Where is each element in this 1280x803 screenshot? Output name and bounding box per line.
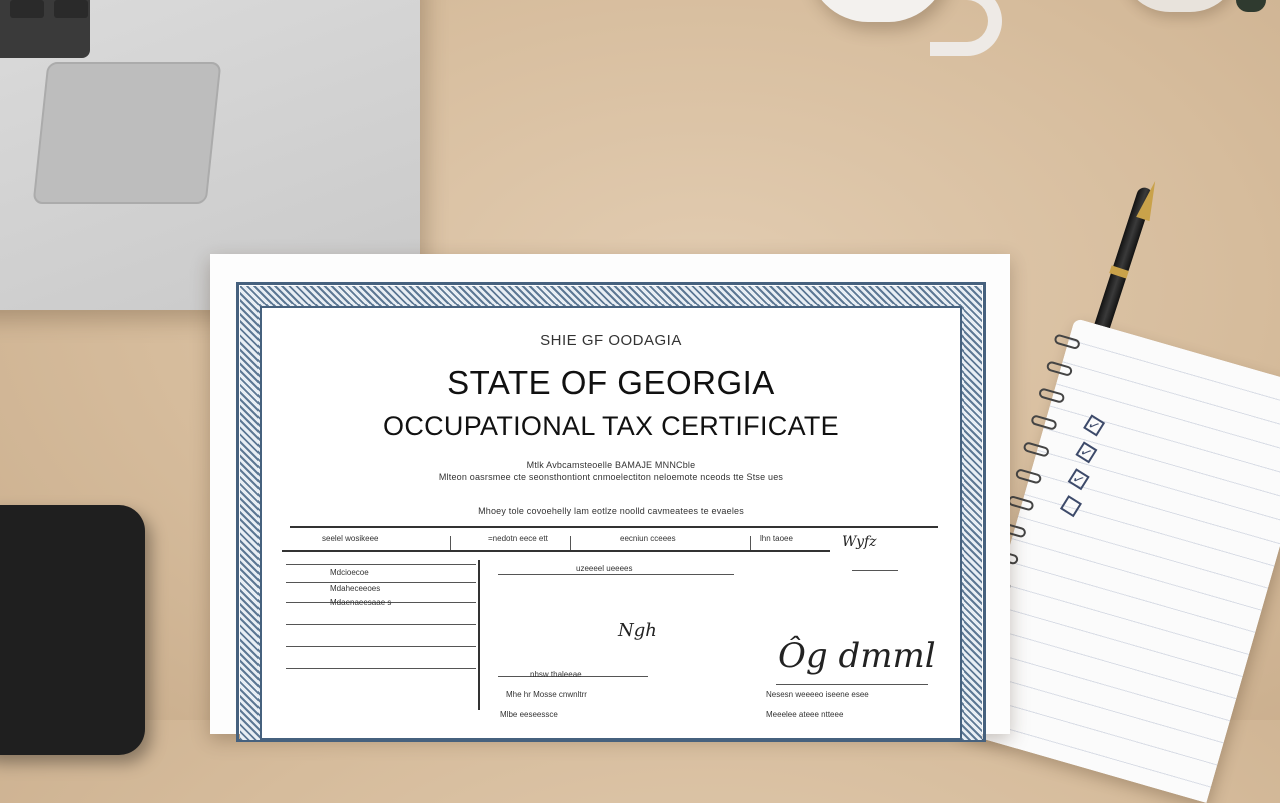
form-line xyxy=(776,684,928,685)
certificate-subtitle: OCCUPATIONAL TAX CERTIFICATE xyxy=(383,411,839,441)
form-rule xyxy=(282,550,830,552)
signature-caption: Mhe hr Mosse cnwnltrr xyxy=(506,690,587,699)
form-line xyxy=(852,570,898,571)
form-line xyxy=(286,624,476,625)
field-label: Mdcioecoe xyxy=(330,568,369,577)
fine-print-line: Mhoey tole covoehelly lam eotlze noolld cavmeatees te evaeles xyxy=(478,506,744,516)
laptop-trackpad xyxy=(33,62,222,204)
form-line xyxy=(286,564,476,565)
official-signature: Ôg dmml xyxy=(778,636,936,676)
row-label: uzeeeel ueeees xyxy=(576,564,633,573)
notebook-checkbox xyxy=(1077,442,1097,462)
form-divider xyxy=(570,536,571,550)
row-label: eecniun cceees xyxy=(620,534,676,543)
signature-caption: Nesesn weeeeo iseene esee xyxy=(766,690,869,699)
notebook-ring xyxy=(1046,360,1074,377)
notebook-checkbox xyxy=(1084,416,1104,436)
form-divider xyxy=(450,536,451,550)
laptop-key xyxy=(10,0,44,18)
plant-pot xyxy=(1120,0,1240,12)
notebook-ring xyxy=(1007,495,1035,512)
coffee-mug xyxy=(808,0,948,22)
signature-mark: Wyfz xyxy=(842,534,877,550)
notebook-ring xyxy=(1030,414,1058,431)
form-rule xyxy=(290,526,938,528)
fine-print-line: Mtlk Avbcamsteoelle BAMAJE MNNCble xyxy=(526,460,696,470)
signature-caption: Meeelee ateee ntteee xyxy=(766,710,844,719)
notebook-ring xyxy=(1015,468,1043,485)
row-label: seelel wosikeee xyxy=(322,534,379,543)
row-label: =nedotn eece ett xyxy=(488,534,548,543)
notebook-ring xyxy=(1053,333,1081,350)
smartphone xyxy=(0,505,145,755)
check-icon: ✓ xyxy=(1076,443,1096,464)
plant-leaf xyxy=(1236,0,1266,12)
certificate-header-small: SHIE GF OODAGIA xyxy=(540,332,682,349)
certificate-title: STATE OF GEORGIA xyxy=(447,364,775,401)
field-label: Mdaheceeoes xyxy=(330,584,381,593)
check-icon: ✓ xyxy=(1068,470,1088,491)
notebook-checkbox xyxy=(1069,469,1089,489)
check-icon: ✓ xyxy=(1084,416,1103,437)
notebook-checkbox xyxy=(1061,496,1081,516)
form-line xyxy=(286,668,476,669)
field-label: Mdaenaeesaae s xyxy=(330,598,392,607)
form-column-divider xyxy=(478,560,480,710)
form-line xyxy=(286,582,476,583)
form-line xyxy=(498,574,734,575)
row-label: lhn taoee xyxy=(760,534,793,543)
signature-caption: nhsw thaleeae xyxy=(530,670,582,679)
signature-mark: Ngh xyxy=(618,620,657,641)
laptop-keyboard xyxy=(0,0,90,58)
laptop-key xyxy=(54,0,88,18)
notebook-ring xyxy=(1022,441,1050,458)
mug-handle xyxy=(930,0,1002,56)
form-line xyxy=(286,646,476,647)
form-divider xyxy=(750,536,751,550)
signature-caption: Mlbe eeseessce xyxy=(500,710,558,719)
fine-print-line: Mlteon oasrsmee cte seonsthontiont cnmoelectiton neloemote nceods tte Stse ues xyxy=(438,472,784,482)
notebook-ring xyxy=(1038,387,1066,404)
